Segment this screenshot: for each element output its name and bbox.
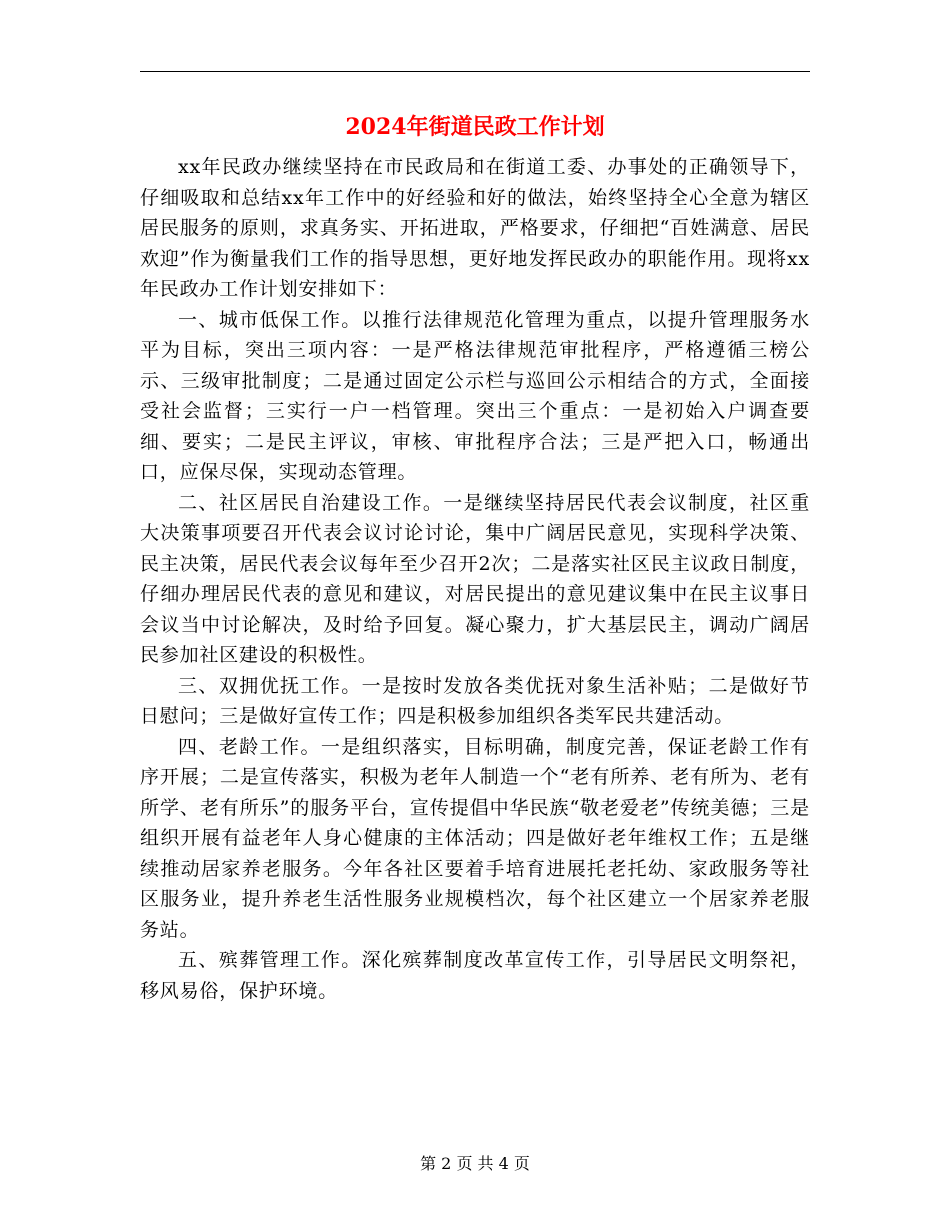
paragraph-section-5: 五、殡葬管理工作。深化殡葬制度改革宣传工作，引导居民文明祭祀，移风易俗，保护环境。 [140,949,810,1002]
paragraph-section-3: 三、双拥优抚工作。一是按时发放各类优抚对象生活补贴；二是做好节日慰问；三是做好宣传工作；四是积极参加组织各类军民共建活动。 [140,674,810,727]
paragraph-section-4: 四、老龄工作。一是组织落实，目标明确，制度完善，保证老龄工作有序开展；二是宣传落实，积极为老年人制造一个“老有所养、老有所为、老有所学、老有所乐”的服务平台，宣传提倡中华民族“敬老爱老”传统美德；三是组织开展有益老年人身心健康的主体活动；四是做好老年维权工作；五是继续推动居家养老服务。今年各社区要着手培育进展托老托幼、家政服务等社区服务业，提升养老生活性服务业规模档次，每个社区建立一个居家养老服务站。 [140,735,810,941]
paragraph-section-2: 二、社区居民自治建设工作。一是继续坚持居民代表会议制度，社区重大决策事项要召开代表会议讨论讨论，集中广阔居民意见，实现科学决策、民主决策，居民代表会议每年至少召开2次；二是落实社区民主议政日制度，仔细办理居民代表的意见和建议，对居民提出的意见建议集中在民主议事日会议当中讨论解决，及时给予回复。凝心聚力，扩大基层民主，调动广阔居民参加社区建设的积极性。 [140,491,810,666]
paragraph-intro: xx年民政办继续坚持在市民政局和在街道工委、办事处的正确领导下，仔细吸取和总结xx年工作中的好经验和好的做法，始终坚持全心全意为辖区居民服务的原则，求真务实、开拓进取，严格要求，仔细把“百姓满意、居民欢迎”作为衡量我们工作的指导思想，更好地发挥民政办的职能作用。现将xx年民政办工作计划安排如下： [140,156,810,300]
document-title: 2024年街道民政工作计划 [345,114,605,140]
paragraph-section-1: 一、城市低保工作。以推行法律规范化管理为重点，以提升管理服务水平为目标，突出三项内容：一是严格法律规范审批程序，严格遵循三榜公示、三级审批制度；二是通过固定公示栏与巡回公示相结合的方式，全面接受社会监督；三实行一户一档管理。突出三个重点：一是初始入户调查要细、要实；二是民主评议，审核、审批程序合法；三是严把入口，畅通出口，应保尽保，实现动态管理。 [140,308,810,483]
header-rule [140,71,810,72]
document-body [140,152,810,1006]
page-number-footer: 第 2 页 共 4 页 [420,1154,530,1173]
